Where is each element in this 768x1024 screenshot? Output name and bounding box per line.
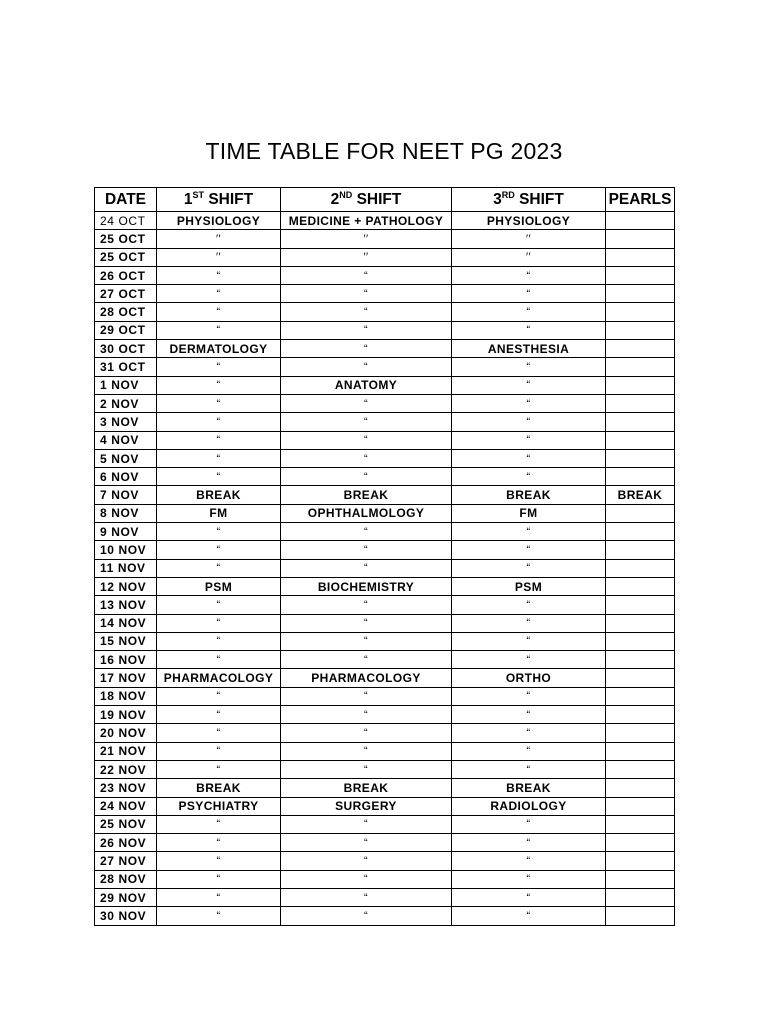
date-cell: 26 NOV — [95, 834, 157, 852]
pearls-cell — [606, 340, 675, 358]
header-shift-2-num: 2 — [330, 190, 340, 208]
shift-1-cell: “ — [157, 266, 281, 284]
shift-1-cell: “ — [157, 834, 281, 852]
pearls-cell — [606, 834, 675, 852]
shift-3-cell: ORTHO — [452, 669, 606, 687]
shift-1-cell: “ — [157, 724, 281, 742]
shift-1-cell: “ — [157, 888, 281, 906]
shift-2-cell: “ — [281, 687, 452, 705]
shift-2-cell: “ — [281, 852, 452, 870]
pearls-cell — [606, 706, 675, 724]
table-row — [95, 742, 675, 760]
shift-3-cell: BREAK — [452, 486, 606, 504]
date-cell: 30 OCT — [95, 340, 157, 358]
header-shift-3-sup: RD — [501, 189, 515, 200]
shift-1-cell: “ — [157, 413, 281, 431]
timetable — [94, 187, 675, 926]
shift-3-cell: “ — [452, 907, 606, 925]
shift-3-cell: “ — [452, 523, 606, 541]
date-cell: 19 NOV — [95, 706, 157, 724]
table-row — [95, 504, 675, 522]
shift-3-cell: “ — [452, 870, 606, 888]
table-row — [95, 358, 675, 376]
date-cell: 7 NOV — [95, 486, 157, 504]
table-row — [95, 468, 675, 486]
date-cell: 27 OCT — [95, 285, 157, 303]
shift-3-cell: “ — [452, 632, 606, 650]
header-shift-3-num: 3 — [493, 190, 502, 208]
shift-3-cell: “ — [452, 815, 606, 833]
shift-3-cell: BREAK — [452, 779, 606, 797]
table-row — [95, 870, 675, 888]
date-cell: 24 OCT — [95, 212, 157, 230]
date-cell: 16 NOV — [95, 651, 157, 669]
shift-3-cell: “ — [452, 724, 606, 742]
shift-3-cell: “ — [452, 651, 606, 669]
header-shift-2 — [281, 188, 452, 212]
header-shift-2-sup: ND — [339, 189, 353, 200]
table-row — [95, 632, 675, 650]
shift-1-cell: “ — [157, 431, 281, 449]
pearls-cell — [606, 504, 675, 522]
shift-3-cell: “ — [452, 742, 606, 760]
shift-2-cell: “ — [281, 742, 452, 760]
shift-1-cell: PHYSIOLOGY — [157, 212, 281, 230]
shift-2-cell: “ — [281, 523, 452, 541]
shift-3-cell: “ — [452, 468, 606, 486]
shift-1-cell: “ — [157, 815, 281, 833]
shift-1-cell: “ — [157, 358, 281, 376]
pearls-cell — [606, 413, 675, 431]
table-row — [95, 449, 675, 467]
header-date: DATE — [95, 188, 157, 212]
shift-3-cell: “ — [452, 303, 606, 321]
shift-3-cell: “ — [452, 285, 606, 303]
date-cell: 25 OCT — [95, 248, 157, 266]
table-row — [95, 669, 675, 687]
date-cell: 17 NOV — [95, 669, 157, 687]
timetable-body — [95, 212, 675, 926]
shift-2-cell: “ — [281, 834, 452, 852]
pearls-cell — [606, 724, 675, 742]
shift-2-cell: “ — [281, 724, 452, 742]
date-cell: 6 NOV — [95, 468, 157, 486]
date-cell: 9 NOV — [95, 523, 157, 541]
date-cell: 24 NOV — [95, 797, 157, 815]
pearls-cell — [606, 614, 675, 632]
date-cell: 12 NOV — [95, 577, 157, 595]
shift-2-cell: “ — [281, 321, 452, 339]
shift-3-cell: “ — [452, 413, 606, 431]
shift-2-cell: ANATOMY — [281, 376, 452, 394]
shift-1-cell: “ — [157, 632, 281, 650]
shift-2-cell: “ — [281, 907, 452, 925]
date-cell: 31 OCT — [95, 358, 157, 376]
shift-2-cell: “ — [281, 431, 452, 449]
shift-3-cell: “ — [452, 614, 606, 632]
shift-1-cell: ′′ — [157, 230, 281, 248]
date-cell: 29 OCT — [95, 321, 157, 339]
date-cell: 18 NOV — [95, 687, 157, 705]
shift-2-cell: PHARMACOLOGY — [281, 669, 452, 687]
date-cell: 3 NOV — [95, 413, 157, 431]
shift-3-cell: ANESTHESIA — [452, 340, 606, 358]
table-row — [95, 376, 675, 394]
shift-1-cell: PSM — [157, 577, 281, 595]
table-row — [95, 760, 675, 778]
shift-1-cell: BREAK — [157, 486, 281, 504]
pearls-cell — [606, 431, 675, 449]
shift-1-cell: “ — [157, 394, 281, 412]
shift-3-cell: PHYSIOLOGY — [452, 212, 606, 230]
pearls-cell — [606, 266, 675, 284]
pearls-cell — [606, 577, 675, 595]
shift-3-cell: FM — [452, 504, 606, 522]
shift-2-cell: MEDICINE + PATHOLOGY — [281, 212, 452, 230]
table-row — [95, 266, 675, 284]
date-cell: 30 NOV — [95, 907, 157, 925]
pearls-cell — [606, 248, 675, 266]
shift-1-cell: ′′ — [157, 248, 281, 266]
date-cell: 4 NOV — [95, 431, 157, 449]
shift-2-cell: ′′ — [281, 248, 452, 266]
shift-3-cell: “ — [452, 706, 606, 724]
pearls-cell — [606, 651, 675, 669]
shift-1-cell: “ — [157, 870, 281, 888]
date-cell: 20 NOV — [95, 724, 157, 742]
shift-1-cell: “ — [157, 449, 281, 467]
shift-2-cell: “ — [281, 285, 452, 303]
date-cell: 11 NOV — [95, 559, 157, 577]
shift-1-cell: “ — [157, 907, 281, 925]
table-row — [95, 706, 675, 724]
shift-1-cell: “ — [157, 614, 281, 632]
shift-2-cell: “ — [281, 394, 452, 412]
shift-1-cell: “ — [157, 706, 281, 724]
pearls-cell — [606, 870, 675, 888]
shift-1-cell: PHARMACOLOGY — [157, 669, 281, 687]
pearls-cell — [606, 852, 675, 870]
table-row — [95, 852, 675, 870]
shift-2-cell: “ — [281, 449, 452, 467]
header-shift-3-word: SHIFT — [514, 190, 564, 208]
pearls-cell — [606, 742, 675, 760]
shift-1-cell: “ — [157, 687, 281, 705]
pearls-cell — [606, 303, 675, 321]
pearls-cell — [606, 230, 675, 248]
pearls-cell — [606, 468, 675, 486]
shift-3-cell: “ — [452, 431, 606, 449]
pearls-cell — [606, 888, 675, 906]
pearls-cell — [606, 797, 675, 815]
shift-3-cell: “ — [452, 888, 606, 906]
table-row — [95, 431, 675, 449]
shift-2-cell: “ — [281, 870, 452, 888]
shift-2-cell: “ — [281, 413, 452, 431]
pearls-cell — [606, 669, 675, 687]
pearls-cell — [606, 321, 675, 339]
table-row — [95, 724, 675, 742]
shift-2-cell: “ — [281, 888, 452, 906]
shift-1-cell: FM — [157, 504, 281, 522]
shift-3-cell: PSM — [452, 577, 606, 595]
pearls-cell — [606, 212, 675, 230]
shift-1-cell: “ — [157, 559, 281, 577]
shift-2-cell: BREAK — [281, 779, 452, 797]
table-row — [95, 834, 675, 852]
pearls-cell — [606, 815, 675, 833]
shift-2-cell: SURGERY — [281, 797, 452, 815]
shift-1-cell: “ — [157, 742, 281, 760]
shift-3-cell: “ — [452, 394, 606, 412]
header-shift-3 — [452, 188, 606, 212]
shift-2-cell: “ — [281, 651, 452, 669]
shift-3-cell: “ — [452, 449, 606, 467]
table-row — [95, 596, 675, 614]
shift-3-cell: ′′ — [452, 248, 606, 266]
header-shift-2-word: SHIFT — [352, 190, 402, 208]
shift-2-cell: ′′ — [281, 230, 452, 248]
pearls-cell — [606, 632, 675, 650]
date-cell: 22 NOV — [95, 760, 157, 778]
date-cell: 28 OCT — [95, 303, 157, 321]
table-row — [95, 577, 675, 595]
shift-2-cell: “ — [281, 596, 452, 614]
table-row — [95, 248, 675, 266]
table-row — [95, 888, 675, 906]
shift-3-cell: “ — [452, 358, 606, 376]
header-shift-1-word: SHIFT — [204, 190, 254, 208]
shift-2-cell: BREAK — [281, 486, 452, 504]
pearls-cell — [606, 523, 675, 541]
table-row — [95, 779, 675, 797]
shift-1-cell: “ — [157, 468, 281, 486]
shift-2-cell: “ — [281, 358, 452, 376]
shift-2-cell: “ — [281, 706, 452, 724]
date-cell: 2 NOV — [95, 394, 157, 412]
table-row — [95, 559, 675, 577]
date-cell: 25 NOV — [95, 815, 157, 833]
shift-3-cell: “ — [452, 376, 606, 394]
pearls-cell — [606, 907, 675, 925]
shift-2-cell: “ — [281, 559, 452, 577]
shift-1-cell: DERMATOLOGY — [157, 340, 281, 358]
shift-2-cell: “ — [281, 541, 452, 559]
shift-1-cell: BREAK — [157, 779, 281, 797]
pearls-cell — [606, 760, 675, 778]
shift-2-cell: “ — [281, 632, 452, 650]
page-title: TIME TABLE FOR NEET PG 2023 — [205, 138, 563, 164]
shift-3-cell: “ — [452, 760, 606, 778]
table-row — [95, 285, 675, 303]
shift-2-cell: BIOCHEMISTRY — [281, 577, 452, 595]
pearls-cell — [606, 376, 675, 394]
date-cell: 5 NOV — [95, 449, 157, 467]
date-cell: 8 NOV — [95, 504, 157, 522]
shift-2-cell: OPHTHALMOLOGY — [281, 504, 452, 522]
pearls-cell — [606, 596, 675, 614]
pearls-cell — [606, 394, 675, 412]
table-row — [95, 907, 675, 925]
date-cell: 10 NOV — [95, 541, 157, 559]
shift-2-cell: “ — [281, 340, 452, 358]
shift-3-cell: ′′ — [452, 230, 606, 248]
table-row — [95, 486, 675, 504]
date-cell: 26 OCT — [95, 266, 157, 284]
table-row — [95, 212, 675, 230]
shift-1-cell: “ — [157, 321, 281, 339]
shift-3-cell: “ — [452, 266, 606, 284]
shift-3-cell: “ — [452, 687, 606, 705]
shift-1-cell: “ — [157, 760, 281, 778]
shift-2-cell: “ — [281, 614, 452, 632]
shift-2-cell: “ — [281, 815, 452, 833]
shift-1-cell: “ — [157, 523, 281, 541]
table-row — [95, 687, 675, 705]
shift-3-cell: “ — [452, 541, 606, 559]
table-row — [95, 394, 675, 412]
pearls-cell: BREAK — [606, 486, 675, 504]
pearls-cell — [606, 358, 675, 376]
shift-2-cell: “ — [281, 468, 452, 486]
shift-1-cell: “ — [157, 651, 281, 669]
date-cell: 21 NOV — [95, 742, 157, 760]
shift-1-cell: “ — [157, 852, 281, 870]
date-cell: 14 NOV — [95, 614, 157, 632]
table-row — [95, 321, 675, 339]
pearls-cell — [606, 541, 675, 559]
shift-1-cell: PSYCHIATRY — [157, 797, 281, 815]
shift-1-cell: “ — [157, 541, 281, 559]
shift-3-cell: “ — [452, 834, 606, 852]
shift-3-cell: RADIOLOGY — [452, 797, 606, 815]
shift-1-cell: “ — [157, 303, 281, 321]
header-shift-1 — [157, 188, 281, 212]
table-row — [95, 614, 675, 632]
shift-2-cell: “ — [281, 303, 452, 321]
date-cell: 15 NOV — [95, 632, 157, 650]
date-cell: 13 NOV — [95, 596, 157, 614]
table-row — [95, 523, 675, 541]
table-row — [95, 651, 675, 669]
shift-1-cell: “ — [157, 285, 281, 303]
table-row — [95, 815, 675, 833]
shift-3-cell: “ — [452, 321, 606, 339]
date-cell: 28 NOV — [95, 870, 157, 888]
header-pearls: PEARLS — [606, 188, 675, 212]
header-row — [95, 188, 675, 212]
date-cell: 25 OCT — [95, 230, 157, 248]
table-row — [95, 541, 675, 559]
shift-2-cell: “ — [281, 760, 452, 778]
table-row — [95, 340, 675, 358]
pearls-cell — [606, 687, 675, 705]
pearls-cell — [606, 559, 675, 577]
date-cell: 1 NOV — [95, 376, 157, 394]
pearls-cell — [606, 779, 675, 797]
shift-3-cell: “ — [452, 559, 606, 577]
table-row — [95, 413, 675, 431]
shift-3-cell: “ — [452, 596, 606, 614]
header-shift-1-sup: ST — [192, 189, 205, 200]
pearls-cell — [606, 285, 675, 303]
table-row — [95, 303, 675, 321]
table-row — [95, 230, 675, 248]
shift-3-cell: “ — [452, 852, 606, 870]
date-cell: 29 NOV — [95, 888, 157, 906]
shift-2-cell: “ — [281, 266, 452, 284]
shift-1-cell: “ — [157, 376, 281, 394]
header-shift-1-num: 1 — [183, 190, 193, 208]
table-row — [95, 797, 675, 815]
pearls-cell — [606, 449, 675, 467]
date-cell: 23 NOV — [95, 779, 157, 797]
shift-1-cell: “ — [157, 596, 281, 614]
date-cell: 27 NOV — [95, 852, 157, 870]
